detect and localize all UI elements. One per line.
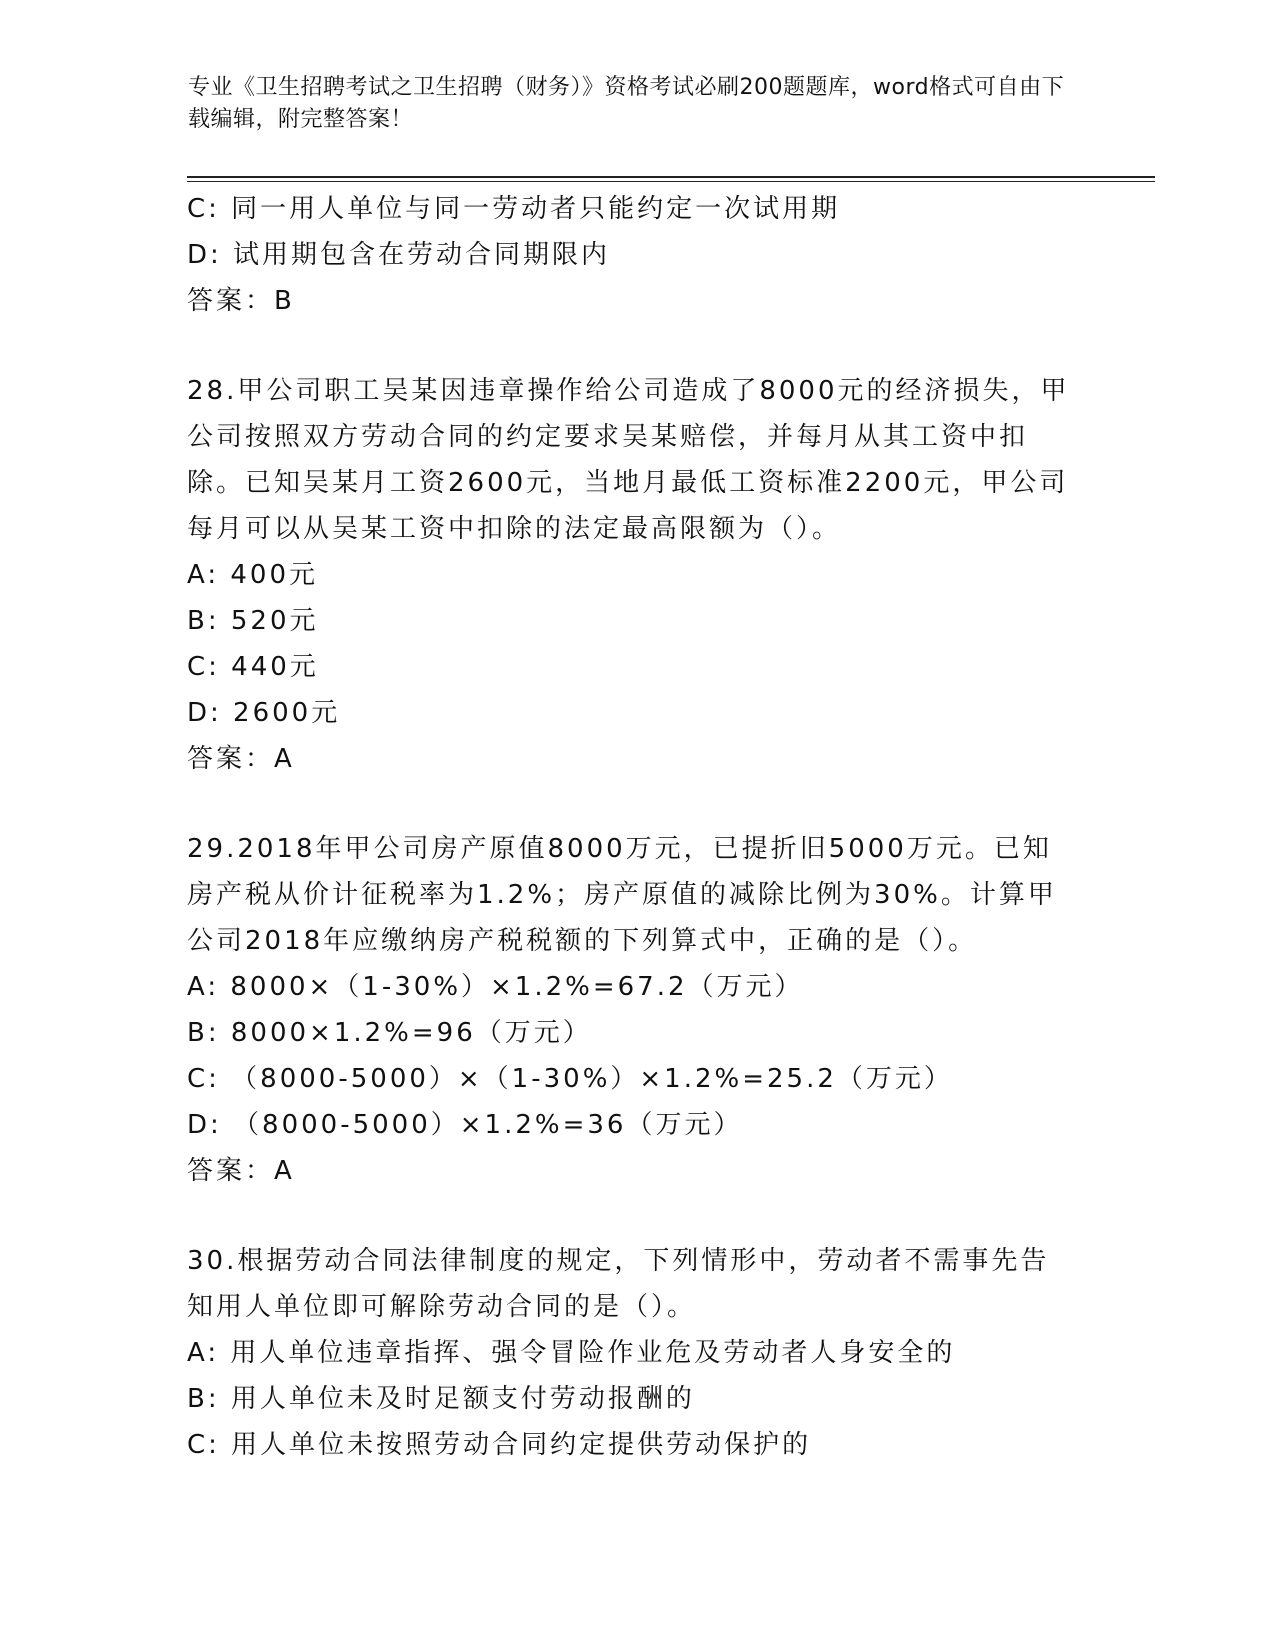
option-d: D: 试用期包含在劳动合同期限内 bbox=[187, 240, 611, 270]
option-b: B: 用人单位未及时足额支付劳动报酬的 bbox=[187, 1384, 695, 1414]
document-header: 专业《卫生招聘考试之卫生招聘（财务）》资格考试必刷200题题库，word格式可自由下载编辑，附完整答案！ bbox=[188, 75, 1065, 132]
question-30-text: 30.根据劳动合同法律制度的规定，下列情形中，劳动者不需事先告知用人单位即可解除劳动合同的是（）。 bbox=[187, 1246, 1050, 1322]
option-b: B: 520元 bbox=[187, 606, 319, 636]
option-d: D: （8000-5000）×1.2%=36（万元） bbox=[187, 1110, 743, 1140]
option-c: C: 用人单位未按照劳动合同约定提供劳动保护的 bbox=[187, 1430, 812, 1460]
option-b: B: 8000×1.2%=96（万元） bbox=[187, 1018, 592, 1048]
option-d: D: 2600元 bbox=[187, 698, 341, 728]
option-c: C: 同一用人单位与同一劳动者只能约定一次试用期 bbox=[187, 194, 841, 224]
answer: 答案：A bbox=[187, 1156, 295, 1186]
answer: 答案：B bbox=[187, 286, 295, 316]
header-divider-thin bbox=[187, 181, 1155, 182]
option-c: C: 440元 bbox=[187, 652, 319, 682]
option-c: C: （8000-5000）×（1-30%）×1.2%=25.2（万元） bbox=[187, 1064, 953, 1094]
option-a: A: 用人单位违章指挥、强令冒险作业危及劳动者人身安全的 bbox=[187, 1338, 956, 1368]
option-a: A: 8000×（1-30%）×1.2%=67.2（万元） bbox=[187, 972, 804, 1002]
question-29-text: 29.2018年甲公司房产原值8000万元，已提折旧5000万元。已知房产税从价计征税率为1.2%；房产原值的减除比例为30%。计算甲公司2018年应缴纳房产税税额的下列算式中，正确的是（）。 bbox=[187, 834, 1057, 956]
option-a: A: 400元 bbox=[187, 560, 318, 590]
header-divider bbox=[187, 176, 1155, 178]
question-28-text: 28.甲公司职工吴某因违章操作给公司造成了8000元的经济损失，甲公司按照双方劳动合同的约定要求吴某赔偿，并每月从其工资中扣除。已知吴某月工资2600元，当地月最低工资标准2200元，甲公司每月可以从吴某工资中扣除的法定最高限额为（）。 bbox=[187, 376, 1070, 544]
question-list bbox=[187, 186, 1077, 1468]
answer: 答案：A bbox=[187, 744, 295, 774]
